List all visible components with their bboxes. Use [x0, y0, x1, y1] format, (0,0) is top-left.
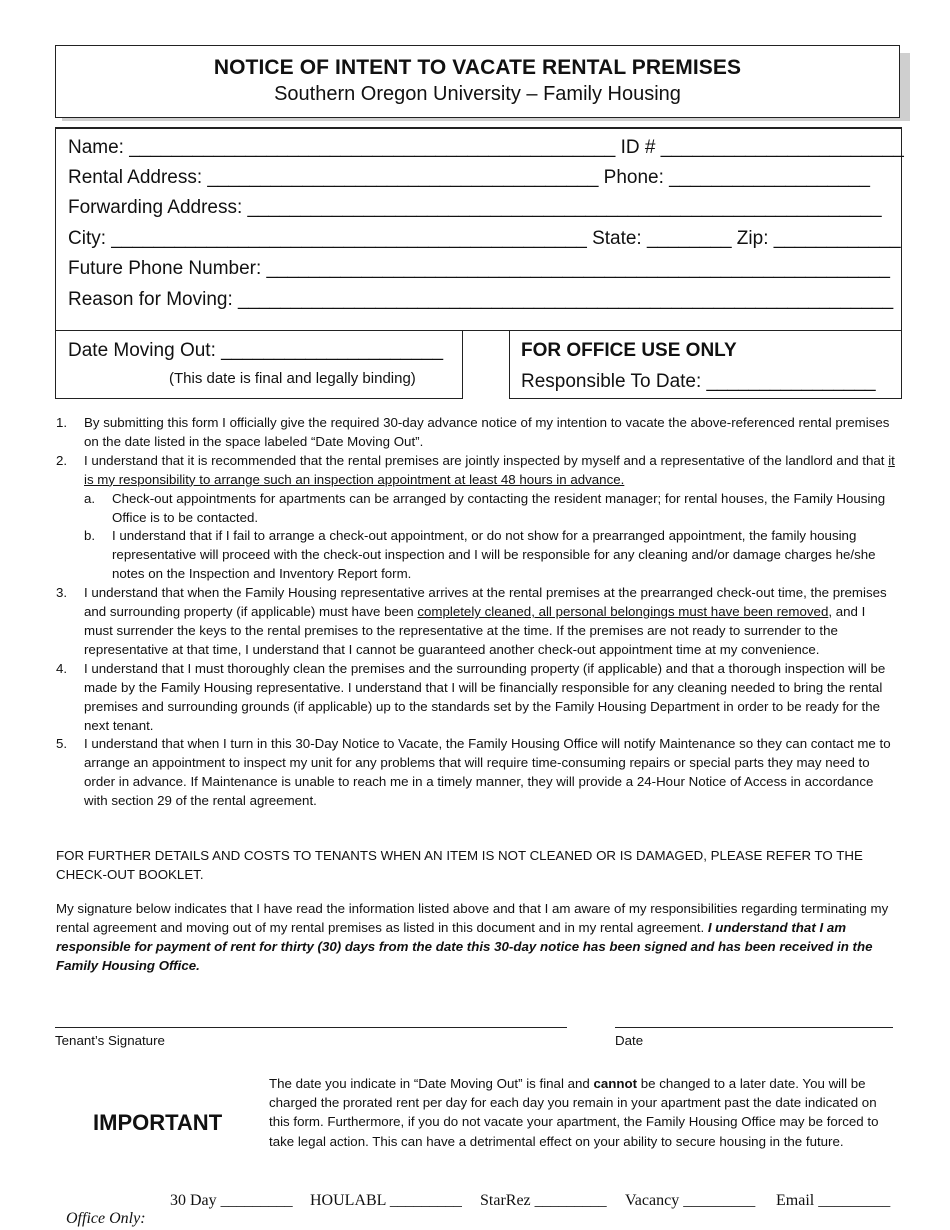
office-field-starrez[interactable]: StarRez _________ [480, 1192, 607, 1209]
important-text-part: The date you indicate in “Date Moving Out” is final and [269, 1076, 594, 1091]
important-text-part: be changed to a later date. You will be charged the prorated rent per day for each day you remain in your apartment past the date indicated on this form. Furthermore, if you do not vacate your apartment, the Family Housing Office may be forced to take legal action. This can have a detrimental effect on your ability to secure housing in the future. [269, 1076, 879, 1149]
item-text: I understand that I must thoroughly clean the premises and the surrounding property (if applicable) and that a thorough inspection will be made by the Family Housing representative. I understand that I will be financially responsible for any cleaning needed to bring the rental premises and surrounding grounds (if applicable) up to the standards set by the Family Housing Department in order to be ready for the next tenant. [84, 660, 886, 733]
item-number: 5. [56, 736, 68, 752]
office-field-vacancy[interactable]: Vacancy _________ [625, 1192, 756, 1209]
sub-list-item [84, 527, 896, 584]
item-number: 2. [56, 452, 68, 468]
rental-address-phone-field[interactable]: Rental Address: _____________________________________ Phone: ___________________ [68, 167, 870, 188]
terms-list [56, 414, 896, 811]
office-use-title: FOR OFFICE USE ONLY [521, 340, 737, 361]
item-text-underlined: it is my responsibility to arrange such an inspection appointment at least 48 hours in advance. [84, 452, 895, 487]
list-item [56, 660, 896, 736]
signature-statement [56, 900, 896, 976]
item-letter: b. [84, 528, 96, 544]
item-letter: a. [84, 490, 96, 506]
item-text: I understand that when the Family Housing representative arrives at the rental premises at the prearranged check-out time, the premises and surrounding property (if applicable) must have been [84, 585, 887, 620]
date-note: (This date is final and legally binding) [169, 370, 416, 387]
office-use-box [509, 330, 902, 399]
item-text: Check-out appointments for apartments can be arranged by contacting the resident manager; for rental houses, the Family Housing Office is to be contacted. [112, 490, 886, 525]
list-item [56, 735, 896, 811]
name-id-field[interactable]: Name: ______________________________________________ ID # _______________________ [68, 137, 904, 158]
important-text [269, 1074, 899, 1151]
further-details-notice: FOR FURTHER DETAILS AND COSTS TO TENANTS WHEN AN ITEM IS NOT CLEANED OR IS DAMAGED, PLEASE REFER TO THE CHECK-OUT BOOKLET. [56, 848, 863, 882]
office-only-row [58, 1192, 146, 1228]
list-item [56, 452, 896, 584]
statement-text: My signature below indicates that I have read the information listed above and that I am aware of my responsibilities regarding terminating my rental agreement and moving out of my rental premises as listed in this document and in my rental agreement. [56, 901, 889, 935]
date-moving-out-field[interactable]: Date Moving Out: _____________________ [68, 340, 444, 361]
tenant-signature-line[interactable] [55, 1027, 567, 1028]
office-field-30-day[interactable]: 30 Day _________ [170, 1192, 293, 1209]
item-number: 1. [56, 415, 68, 430]
reason-for-moving-field[interactable]: Reason for Moving: ______________________________________________________________ [68, 289, 894, 310]
office-field-houlabl[interactable]: HOULABL _________ [310, 1192, 462, 1209]
item-number: 3. [56, 585, 68, 601]
page-subtitle: Southern Oregon University – Family Housing [274, 83, 681, 105]
item-number: 4. [56, 660, 68, 676]
statement-bold-text: I understand that I am responsible for payment of rent for thirty (30) days from the date this 30-day notice has been signed and has been received in the Family Housing Office. [56, 919, 873, 973]
responsible-to-date-field[interactable]: Responsible To Date: ________________ [521, 371, 876, 392]
office-field-email[interactable]: Email _________ [776, 1192, 891, 1209]
tenant-info-box [55, 127, 902, 331]
forwarding-address-field[interactable]: Forwarding Address: ____________________________________________________________ [68, 197, 882, 218]
item-text: I understand that when I turn in this 30-Day Notice to Vacate, the Family Housing Office will notify Maintenance so they can contact me to arrange an appointment to inspect my unit for any problems that will require time-consuming repairs or special parts they may need to order in advance. If Maintenance is unable to reach me in a timely manner, they will provide a 24-Hour Notice of Access in accordance with section 29 of the rental agreement. [84, 736, 891, 809]
item-text: I understand that it is recommended that the rental premises are jointly inspected by myself and a representative of the landlord and that [84, 452, 889, 468]
list-item [56, 584, 896, 660]
date-signature-line[interactable] [615, 1027, 893, 1028]
list-item [56, 414, 896, 452]
date-label: Date [615, 1033, 644, 1048]
page-title: NOTICE OF INTENT TO VACATE RENTAL PREMISES [213, 56, 742, 79]
tenant-signature-label: Tenant’s Signature [55, 1033, 165, 1048]
date-moving-out-box [55, 330, 463, 399]
item-text-underlined: completely cleaned, all personal belongings must have been removed [417, 604, 829, 620]
important-heading: IMPORTANT [93, 1110, 223, 1135]
office-only-label: Office Only: [66, 1210, 146, 1227]
item-text: I understand that if I fail to arrange a check-out appointment, or do not show for a prearranged appointment, the family housing representative will proceed with the check-out inspection and I will be responsible for any cleaning and/or damage charges he/she notes on the Inspection and Inventory Report form. [112, 528, 876, 582]
important-text-bold: cannot [593, 1076, 638, 1091]
sub-list-item [84, 490, 896, 528]
city-state-zip-field[interactable]: City: _____________________________________________ State: ________ Zip: ____________ [68, 228, 901, 249]
header-box [55, 45, 900, 118]
item-text: , and I must surrender the keys to the rental premises to the representative at the time. If the premises are not ready to surrender to the representative at that time, I understand that I cannot be guaranteed another check-out appointment time at my convenience. [84, 604, 866, 657]
item-text: By submitting this form I officially give the required 30-day advance notice of my intention to vacate the above-referenced rental premises on the date listed in the space labeled “Date Moving Out”. [84, 415, 890, 449]
future-phone-field[interactable]: Future Phone Number: ___________________________________________________________ [68, 258, 890, 279]
